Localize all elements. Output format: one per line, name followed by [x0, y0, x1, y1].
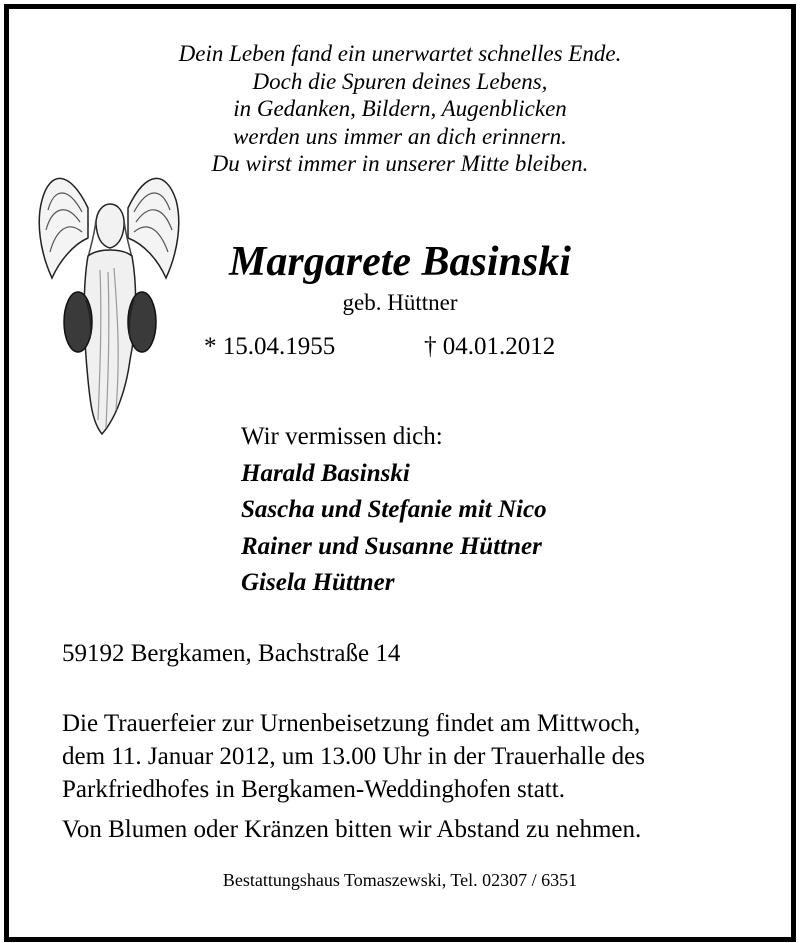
mourners-block	[241, 419, 547, 602]
death-date: † 04.01.2012	[424, 333, 556, 360]
undertaker-contact: Bestattungshaus Tomaszewski, Tel. 02307 / 6351	[222, 870, 578, 890]
angel-icon	[30, 160, 188, 438]
poem-line: in Gedanken, Bildern, Augenblicken	[233, 96, 567, 122]
mourner-name: Sascha und Stefanie mit Nico	[241, 496, 547, 523]
birth-date: * 15.04.1955	[204, 333, 336, 360]
service-line: dem 11. Januar 2012, um 13.00 Uhr in der Trauerhalle des	[62, 743, 645, 770]
mourner-name: Rainer und Susanne Hüttner	[241, 532, 542, 560]
funeral-service-notice	[62, 707, 742, 806]
poem-line: Du wirst immer in unserer Mitte bleiben.	[211, 151, 589, 177]
service-line: Parkfriedhofes in Bergkamen-Weddinghofen statt.	[62, 776, 565, 803]
mourner-name: Gisela Hüttner	[241, 569, 395, 596]
maiden-name: geb. Hüttner	[342, 290, 458, 315]
mourners-intro: Wir vermissen dich:	[241, 423, 443, 450]
poem-line: werden uns immer an dich erinnern.	[233, 123, 567, 149]
deceased-name: Margarete Basinski	[229, 239, 571, 285]
poem-line: Dein Leben fand ein unerwartet schnelles Ende.	[178, 41, 622, 66]
family-address: 59192 Bergkamen, Bachstraße 14	[62, 640, 401, 667]
poem-line: Doch die Spuren deines Lebens,	[252, 68, 548, 94]
mourner-name: Harald Basinski	[241, 459, 410, 487]
service-line: Die Trauerfeier zur Urnenbeisetzung findet am Mittwoch,	[62, 710, 641, 737]
flowers-note: Von Blumen oder Kränzen bitten wir Abstand zu nehmen.	[62, 816, 642, 843]
memorial-poem	[0, 40, 800, 178]
